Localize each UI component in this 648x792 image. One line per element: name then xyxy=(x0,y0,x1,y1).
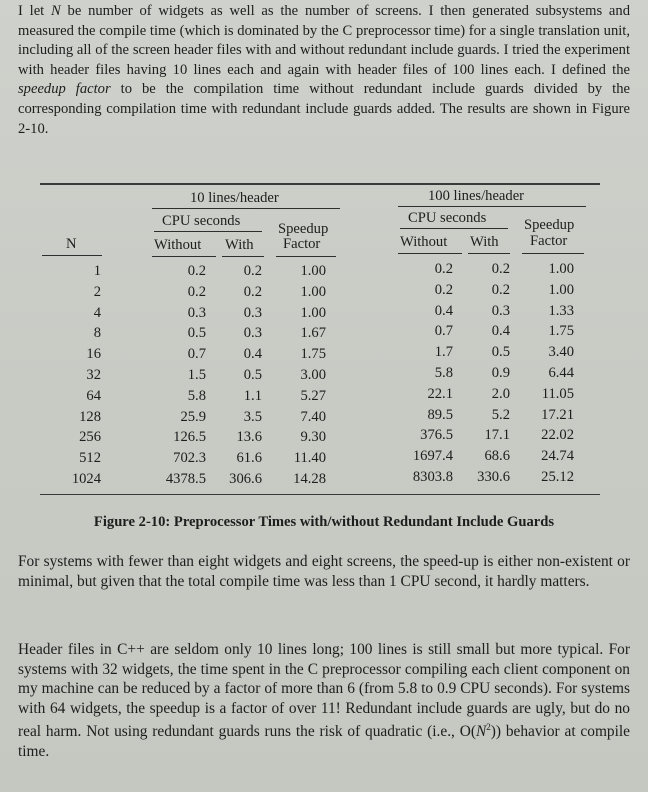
cell-with-100: 0.2 xyxy=(491,281,510,298)
without-header-100: Without xyxy=(400,234,448,250)
intro-paragraph: I let N be number of widgets as well as the number of screens. I then generated subsystems and measured the compile time (which is dominated by the C preprocessor time) for a single translation unit, including all of the screen header files with and without redundant include guards. I tried the experiment with header files having 10 lines each and again with header files of 100 lines each. I defined the speedup factor to be the compilation time without redundant include guards divided by the corresponding compilation time with redundant include guards added. The results are shown in Figure 2-10. xyxy=(18,3,630,137)
group-10-underline xyxy=(152,208,340,209)
cell-speedup-100: 6.44 xyxy=(548,365,574,381)
cell-with-10: 0.2 xyxy=(243,263,262,279)
cell-with-100: 17.1 xyxy=(484,427,510,444)
n-column-header: N xyxy=(66,236,77,252)
table-bottom-rule xyxy=(40,494,600,495)
cell-without-10: 0.3 xyxy=(187,304,206,321)
cell-with-10: 1.1 xyxy=(243,387,262,404)
cell-without-10: 0.7 xyxy=(187,346,206,363)
cell-with-10: 0.4 xyxy=(243,346,262,363)
cell-without-100: 8303.8 xyxy=(412,469,453,485)
cell-without-10: 25.9 xyxy=(180,408,206,425)
cell-speedup-10: 14.28 xyxy=(293,471,326,487)
cell-with-10: 0.3 xyxy=(243,304,262,321)
cell-speedup-10: 3.00 xyxy=(300,367,326,383)
n-symbol-2: N xyxy=(475,723,487,741)
cell-without-100: 22.1 xyxy=(427,385,453,402)
cell-with-100: 5.2 xyxy=(491,406,510,423)
cell-without-100: 89.5 xyxy=(427,406,453,423)
cell-without-100: 1.7 xyxy=(434,344,453,361)
cell-speedup-10: 9.30 xyxy=(300,429,326,446)
factor-label-10: Factor xyxy=(283,236,321,252)
with-underline-10 xyxy=(222,256,264,257)
cell-n: 4 xyxy=(93,304,101,321)
paragraph-header-files: Header files in C++ are seldom only 10 lines long; 100 lines is still small but more typical. For systems with 32 widgets, the time spent in the C preprocessor compiling each client component on my machine can be reduced by a factor of more than 6 (from 5.8 to 0.9 CPU seconds). For systems with 64 widgets, the speedup is a factor of over 11! Redundant include guards are ugly, but do no real harm. Not using redundant guards runs the risk of quadratic (i.e., $O(N^2)$) behavior at compile time. xyxy=(18,641,630,761)
cell-n: 512 xyxy=(79,450,101,467)
cell-with-10: 0.2 xyxy=(243,283,262,300)
cell-with-100: 0.2 xyxy=(491,261,510,277)
cell-without-100: 1697.4 xyxy=(412,448,453,465)
cell-speedup-100: 3.40 xyxy=(548,344,574,361)
without-underline-10 xyxy=(152,256,216,257)
cell-n: 2 xyxy=(93,283,101,300)
group-100-lines-header: 100 lines/header xyxy=(428,188,525,204)
cell-without-100: 0.4 xyxy=(434,302,453,319)
speedup-underline-10 xyxy=(276,256,336,257)
cell-with-10: 61.6 xyxy=(236,450,262,467)
cell-with-100: 330.6 xyxy=(477,469,510,485)
cell-with-10: 0.5 xyxy=(243,367,262,383)
cell-speedup-100: 24.74 xyxy=(541,448,574,465)
cell-with-10: 0.3 xyxy=(243,325,262,342)
cell-n: 32 xyxy=(86,367,101,383)
cell-without-10: 5.8 xyxy=(187,387,206,404)
cell-with-100: 0.9 xyxy=(491,365,510,381)
cell-speedup-10: 11.40 xyxy=(293,450,326,467)
with-underline-100 xyxy=(468,253,510,254)
speedup-label-100: Speedup xyxy=(524,217,575,233)
cell-with-100: 2.0 xyxy=(491,385,510,402)
with-header-100: With xyxy=(470,234,499,250)
group-100-underline xyxy=(398,206,586,207)
cell-speedup-10: 1.67 xyxy=(300,325,326,342)
cell-speedup-100: 11.05 xyxy=(541,385,574,402)
cell-speedup-100: 25.12 xyxy=(541,469,574,485)
cpu-seconds-label-10: CPU seconds xyxy=(162,213,241,229)
cell-n: 64 xyxy=(86,387,101,404)
cell-without-100: 5.8 xyxy=(434,365,453,381)
figure-caption: Figure 2-10: Preprocessor Times with/without Redundant Include Guards xyxy=(93,514,555,530)
cell-n: 16 xyxy=(86,346,101,363)
cpu-seconds-10-underline xyxy=(154,231,262,232)
cell-with-100: 0.4 xyxy=(491,323,510,340)
cell-speedup-10: 1.00 xyxy=(300,283,326,300)
n-symbol: N xyxy=(51,3,61,19)
cell-speedup-100: 1.75 xyxy=(548,323,574,340)
speedup-factor-term: speedup factor xyxy=(18,81,111,98)
cpu-seconds-label-100: CPU seconds xyxy=(408,210,487,226)
speedup-underline-100 xyxy=(522,253,584,254)
exponent: 2 xyxy=(486,722,491,733)
cell-with-10: 3.5 xyxy=(243,408,262,425)
cell-without-10: 4378.5 xyxy=(165,471,206,487)
group-10-lines-header: 10 lines/header xyxy=(190,190,279,206)
with-header-10: With xyxy=(225,237,254,253)
cell-without-100: 0.7 xyxy=(434,323,453,340)
cell-speedup-100: 17.21 xyxy=(541,406,574,423)
cell-speedup-100: 1.00 xyxy=(548,281,574,298)
cell-speedup-100: 1.00 xyxy=(548,261,574,277)
n-underline xyxy=(42,255,102,256)
cell-without-10: 0.2 xyxy=(187,263,206,279)
cell-n: 1024 xyxy=(71,471,101,487)
cell-with-100: 0.5 xyxy=(491,344,510,361)
cell-without-100: 0.2 xyxy=(434,261,453,277)
cell-n: 256 xyxy=(79,429,101,446)
cell-speedup-10: 1.00 xyxy=(300,304,326,321)
cell-speedup-10: 1.00 xyxy=(300,263,326,279)
cpu-seconds-100-underline xyxy=(400,228,508,229)
cell-without-100: 0.2 xyxy=(434,281,453,298)
cell-without-10: 0.2 xyxy=(187,283,206,300)
cell-with-100: 0.3 xyxy=(491,302,510,319)
cell-speedup-100: 22.02 xyxy=(541,427,574,444)
cell-speedup-10: 5.27 xyxy=(300,387,326,404)
speedup-label-10: Speedup xyxy=(278,221,329,237)
cell-n: 128 xyxy=(79,408,101,425)
table-top-rule xyxy=(40,183,600,185)
without-header-10: Without xyxy=(154,237,202,253)
cell-speedup-10: 7.40 xyxy=(300,408,326,425)
paragraph-small-systems: For systems with fewer than eight widgets and eight screens, the speed-up is either non-existent or minimal, but given that the total compile time was less than 1 CPU second, it hardly matters. xyxy=(18,553,630,590)
cell-n: 1 xyxy=(93,263,101,279)
factor-label-100: Factor xyxy=(530,233,568,249)
cell-with-10: 13.6 xyxy=(236,429,262,446)
cell-with-100: 68.6 xyxy=(484,448,510,465)
cell-with-10: 306.6 xyxy=(229,471,262,487)
cell-speedup-100: 1.33 xyxy=(548,302,574,319)
cell-without-10: 0.5 xyxy=(187,325,206,342)
without-underline-100 xyxy=(398,253,462,254)
cell-without-100: 376.5 xyxy=(420,427,453,444)
cell-n: 8 xyxy=(93,325,101,342)
cell-without-10: 126.5 xyxy=(173,429,206,446)
cell-without-10: 702.3 xyxy=(173,450,206,467)
cell-without-10: 1.5 xyxy=(187,367,206,383)
cell-speedup-10: 1.75 xyxy=(300,346,326,363)
